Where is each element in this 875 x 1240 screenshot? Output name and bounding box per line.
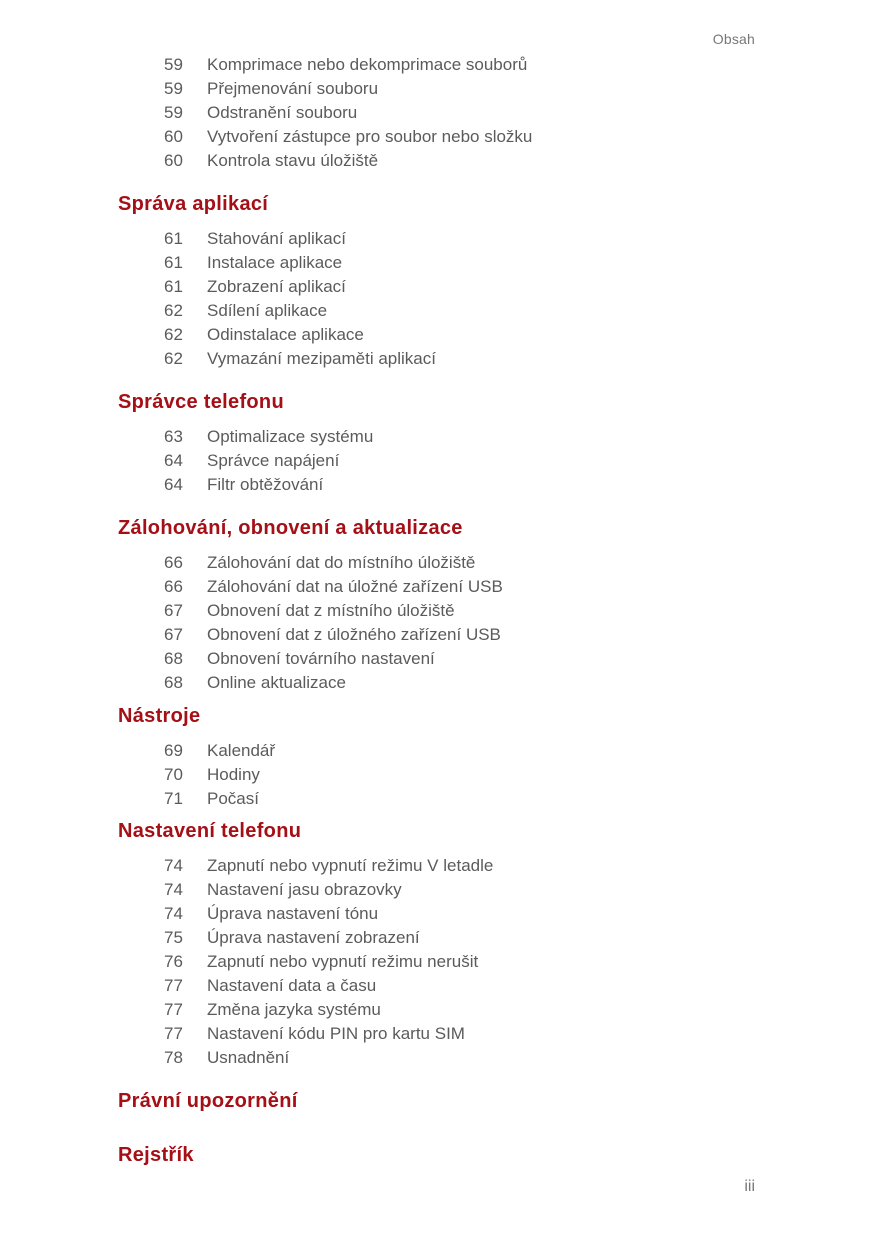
toc-page-number: 61 <box>164 277 183 296</box>
toc-entry[interactable] <box>0 739 875 763</box>
toc-entry-title: Sdílení aplikace <box>207 301 328 320</box>
toc-page-number: 68 <box>164 649 183 668</box>
toc-entry[interactable] <box>0 77 875 101</box>
toc-entry[interactable] <box>0 998 875 1022</box>
toc-page-number: 61 <box>164 253 183 272</box>
toc-entry[interactable] <box>0 787 875 811</box>
page-number: iii <box>744 1178 755 1195</box>
toc-entry-title: Online aktualizace <box>207 673 346 692</box>
toc-entry-title: Změna jazyka systému <box>207 1000 381 1019</box>
toc-entry[interactable] <box>0 323 875 347</box>
toc-page-number: 77 <box>164 976 183 995</box>
toc-entry-title: Přejmenování souboru <box>207 79 379 98</box>
toc-entry-title: Vymazání mezipaměti aplikací <box>207 349 436 368</box>
toc-page-number: 67 <box>164 601 183 620</box>
toc-entry[interactable] <box>0 763 875 787</box>
toc-entry-title: Stahování aplikací <box>207 229 346 248</box>
toc-entry-title: Komprimace nebo dekomprimace souborů <box>207 55 528 74</box>
toc-entry-title: Zálohování dat do místního úložiště <box>207 553 476 572</box>
toc-page-number: 64 <box>164 475 183 494</box>
section-heading[interactable]: Správce telefonu <box>118 391 284 413</box>
toc-entry[interactable] <box>0 902 875 926</box>
toc-page-number: 59 <box>164 55 183 74</box>
toc-entry[interactable] <box>0 575 875 599</box>
toc-page-number: 77 <box>164 1024 183 1043</box>
toc-entry-title: Úprava nastavení tónu <box>207 904 379 923</box>
toc-entry[interactable] <box>0 251 875 275</box>
toc-page-number: 67 <box>164 625 183 644</box>
toc-entry[interactable] <box>0 974 875 998</box>
toc-entry-title: Nastavení jasu obrazovky <box>207 880 402 899</box>
toc-entry[interactable] <box>0 599 875 623</box>
toc-page-number: 71 <box>164 789 183 808</box>
toc-page-number: 78 <box>164 1048 183 1067</box>
toc-entry[interactable] <box>0 449 875 473</box>
toc-entry-title: Nastavení data a času <box>207 976 377 995</box>
toc-page-number: 62 <box>164 325 183 344</box>
toc-entry-title: Nastavení kódu PIN pro kartu SIM <box>207 1024 465 1043</box>
toc-entry[interactable] <box>0 647 875 671</box>
section-heading[interactable]: Nástroje <box>118 705 201 727</box>
toc-page-number: 59 <box>164 79 183 98</box>
toc-page-number: 61 <box>164 229 183 248</box>
section-heading[interactable]: Zálohování, obnovení a aktualizace <box>118 517 463 539</box>
running-header: Obsah <box>712 31 755 47</box>
toc-entry[interactable] <box>0 1046 875 1070</box>
toc-entry-title: Obnovení továrního nastavení <box>207 649 435 668</box>
toc-entry[interactable] <box>0 854 875 878</box>
section-heading[interactable]: Nastavení telefonu <box>118 820 302 842</box>
toc-entry-title: Kontrola stavu úložiště <box>207 151 379 170</box>
toc-page-number: 60 <box>164 127 183 146</box>
toc-entry[interactable] <box>0 101 875 125</box>
toc-entry[interactable] <box>0 623 875 647</box>
toc-page-number: 68 <box>164 673 183 692</box>
toc-page-number: 60 <box>164 151 183 170</box>
toc-entry-title: Zapnutí nebo vypnutí režimu nerušit <box>207 952 479 971</box>
toc-entry-title: Usnadnění <box>207 1048 290 1067</box>
toc-page-number: 62 <box>164 349 183 368</box>
toc-entry-title: Zobrazení aplikací <box>207 277 346 296</box>
toc-entry[interactable] <box>0 299 875 323</box>
toc-entry[interactable] <box>0 926 875 950</box>
section-heading[interactable]: Správa aplikací <box>118 193 269 215</box>
toc-entry-title: Obnovení dat z místního úložiště <box>207 601 455 620</box>
toc-entry[interactable] <box>0 53 875 77</box>
toc-entry-title: Kalendář <box>207 741 276 760</box>
toc-entry[interactable] <box>0 347 875 371</box>
section-heading[interactable]: Právní upozornění <box>118 1090 298 1112</box>
toc-page-number: 75 <box>164 928 183 947</box>
toc-page-number: 66 <box>164 577 183 596</box>
toc-entry-title: Odinstalace aplikace <box>207 325 364 344</box>
toc-page-number: 74 <box>164 856 183 875</box>
toc-entry[interactable] <box>0 125 875 149</box>
toc-page-number: 59 <box>164 103 183 122</box>
section-heading[interactable]: Rejstřík <box>118 1144 194 1166</box>
toc-entry-title: Optimalizace systému <box>207 427 374 446</box>
toc-entry-title: Zálohování dat na úložné zařízení USB <box>207 577 503 596</box>
toc-page-number: 69 <box>164 741 183 760</box>
toc-page-number: 66 <box>164 553 183 572</box>
toc-entry-title: Filtr obtěžování <box>207 475 324 494</box>
toc-entry[interactable] <box>0 878 875 902</box>
toc-page-number: 77 <box>164 1000 183 1019</box>
toc-entry-title: Odstranění souboru <box>207 103 358 122</box>
toc-page-number: 74 <box>164 880 183 899</box>
toc-page-number: 62 <box>164 301 183 320</box>
toc-page-number: 74 <box>164 904 183 923</box>
toc-entry-title: Vytvoření zástupce pro soubor nebo složku <box>207 127 533 146</box>
toc-entry-title: Zapnutí nebo vypnutí režimu V letadle <box>207 856 494 875</box>
toc-entry[interactable] <box>0 551 875 575</box>
toc-entry[interactable] <box>0 275 875 299</box>
toc-entry[interactable] <box>0 671 875 695</box>
toc-entry[interactable] <box>0 950 875 974</box>
toc-entry[interactable] <box>0 149 875 173</box>
toc-entry[interactable] <box>0 425 875 449</box>
toc-entry[interactable] <box>0 227 875 251</box>
toc-entry-title: Počasí <box>207 789 259 808</box>
toc-entry[interactable] <box>0 473 875 497</box>
toc-entry-title: Obnovení dat z úložného zařízení USB <box>207 625 501 644</box>
toc-entry-title: Správce napájení <box>207 451 340 470</box>
toc-page-number: 76 <box>164 952 183 971</box>
toc-page-number: 63 <box>164 427 183 446</box>
toc-entry[interactable] <box>0 1022 875 1046</box>
toc-page-number: 64 <box>164 451 183 470</box>
toc-page-number: 70 <box>164 765 183 784</box>
toc-entry-title: Hodiny <box>207 765 260 784</box>
toc-entry-title: Instalace aplikace <box>207 253 343 272</box>
toc-entry-title: Úprava nastavení zobrazení <box>207 928 420 947</box>
